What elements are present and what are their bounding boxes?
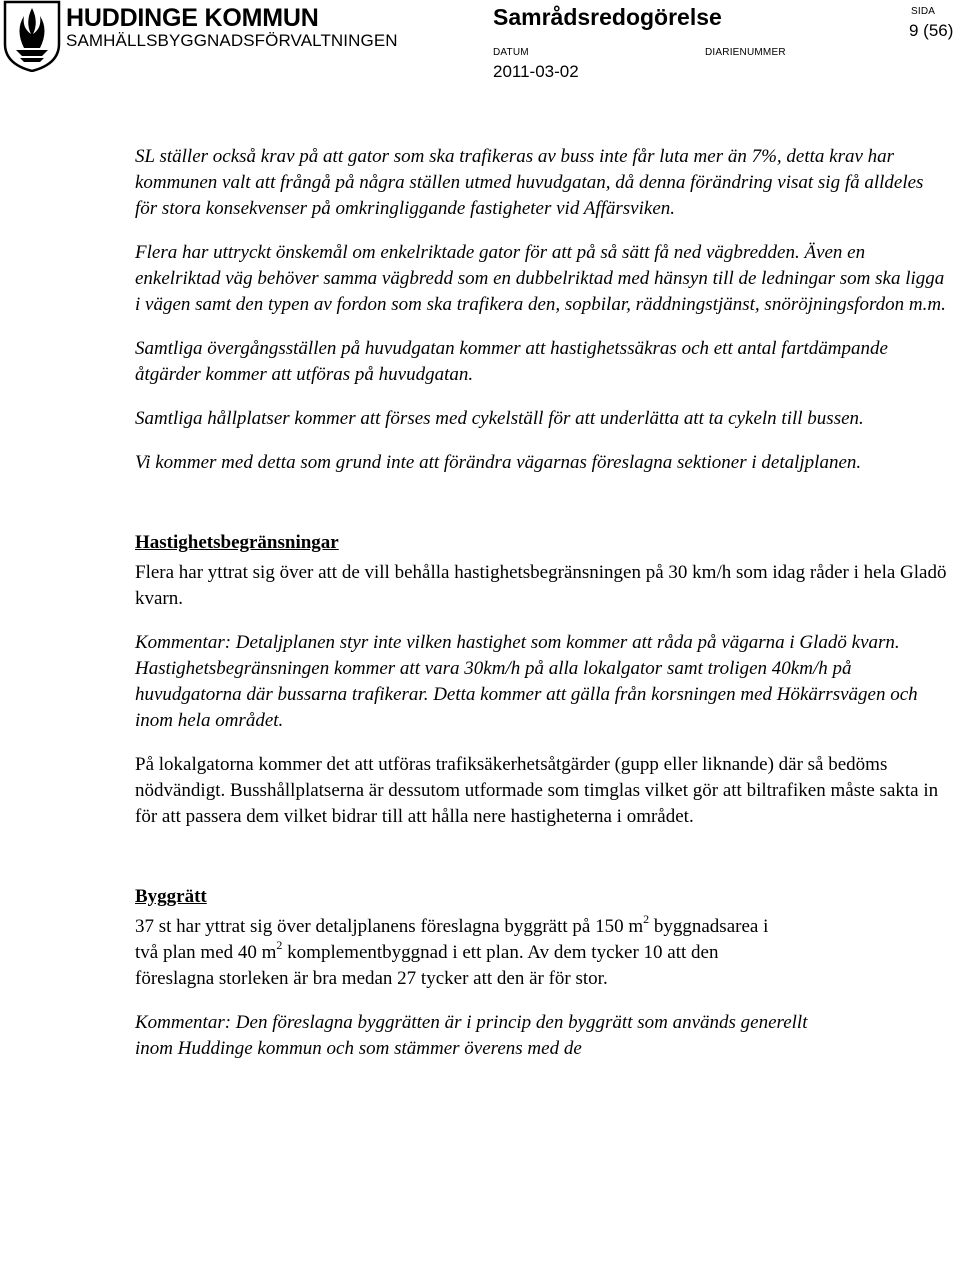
document-title: Samrådsredogörelse [493, 4, 722, 30]
section-heading-building-rights: Byggrätt [135, 886, 207, 907]
paragraph: Flera har uttryckt önskemål om enkelriktade gator för att på så sätt få ned vägbredden. Även en enkelriktad väg behöver samma vägbredd som en dubbelriktad med hänsyn till de ledningar som ska ligga i vägen samt den typen av fordon som ska trafikera den, sopbilar, räddningstjänst, snöröjningsfordon m.m. [135, 242, 946, 315]
page-number: 9 (56) [909, 21, 954, 40]
organization-name: HUDDINGE KOMMUN [66, 4, 319, 32]
paragraph: På lokalgatorna kommer det att utföras trafiksäkerhetsåtgärder (gupp eller liknande) där så bedöms nödvändigt. Busshållplatserna är dessutom utformade som timglas vilket gör att biltrafiken måste sakta in för att passera dem vilket bidrar till att hålla nere hastigheterna i området. [135, 754, 939, 827]
registry-number-label: DIARIENUMMER [705, 47, 786, 58]
date-label: DATUM [493, 47, 529, 58]
paragraph: Flera har yttrat sig över att de vill behålla hastighetsbegränsningen på 30 km/h som idag råder i hela Gladö kvarn. [135, 562, 947, 609]
comment-paragraph: Kommentar: Detaljplanen styr inte vilken hastighet som kommer att råda på vägarna i Gladö kvarn. Hastighetsbegränsningen kommer att vara 30km/h på alla lokalgator samt troligen 40km/h på huvudgatorna där bussarna trafikerar. Detta kommer att gälla från korsningen med Hökärrsvägen och inom hela området. [135, 632, 918, 731]
paragraph: Vi kommer med detta som grund inte att förändra vägarnas föreslagna sektioner i detaljplanen. [135, 452, 862, 473]
paragraph: SL ställer också krav på att gator som ska trafikeras av buss inte får luta mer än 7%, detta krav har kommunen valt att frångå på några ställen utmed huvudgatan, då denna förändring visat sig få alldeles för stora konsekvenser på omkringliggande fastigheter vid Affärsviken. [135, 146, 924, 219]
paragraph: 37 st har yttrat sig över detaljplanens föreslagna byggrätt på 150 $m^2$ byggnadsarea i två plan med 40 $m^2$ komplementbyggnad i ett plan. Av dem tycker 10 att den föreslagna storleken är bra medan 27 tycker att den är för stor. [135, 911, 769, 989]
huddinge-coat-of-arms-icon [2, 0, 62, 72]
document-body [135, 144, 950, 1080]
paragraph: Samtliga övergångsställen på huvudgatan kommer att hastighetssäkras och ett antal fartdämpande åtgärder kommer att utföras på huvudgatan. [135, 338, 888, 385]
department-name: SAMHÄLLSBYGGNADSFÖRVALTNINGEN [66, 31, 398, 50]
paragraph: Samtliga hållplatser kommer att förses med cykelställ för att underlätta att ta cykeln till bussen. [135, 408, 864, 429]
document-date: 2011-03-02 [493, 62, 579, 81]
page-label: SIDA [911, 6, 936, 17]
comment-paragraph: Kommentar: Den föreslagna byggrätten är i princip den byggrätt som används generellt inom Huddinge kommun och som stämmer överens med de [135, 1012, 808, 1059]
section-heading-speed-limits: Hastighetsbegränsningar [135, 532, 339, 553]
